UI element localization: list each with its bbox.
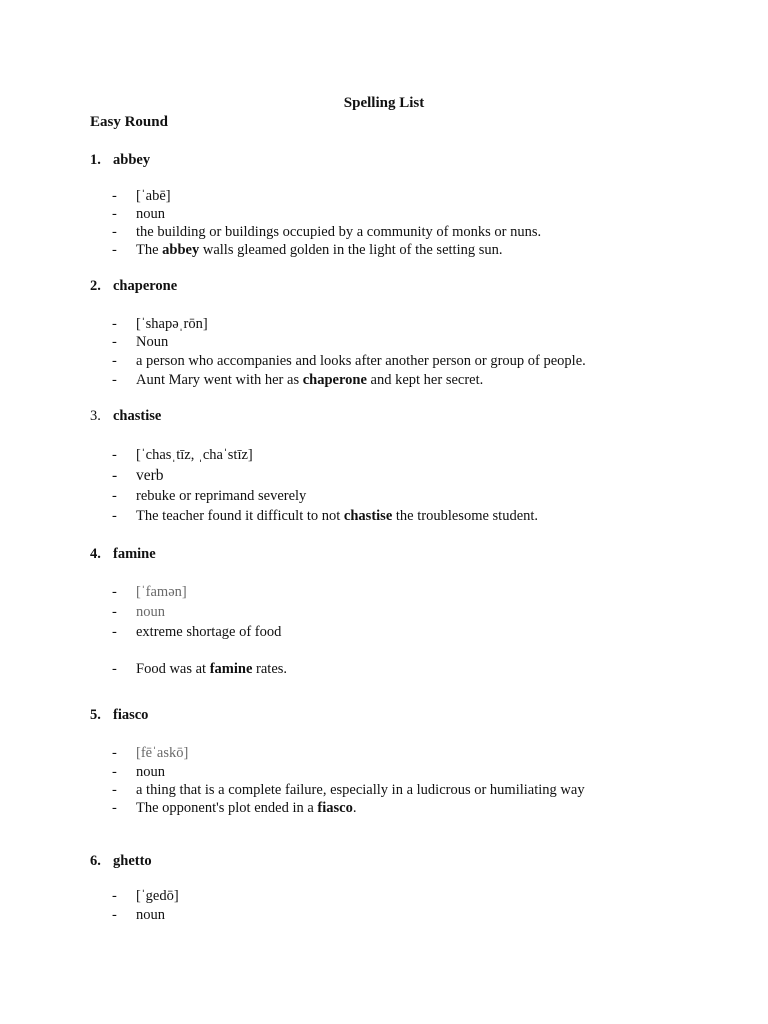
- bullet-dash: -: [112, 764, 117, 780]
- entry-word: fiasco: [113, 707, 149, 723]
- example-keyword: chaperone: [302, 372, 367, 388]
- example-keyword: chastise: [343, 508, 393, 524]
- definition-line: [112, 781, 585, 799]
- example-text-after: walls gleamed golden in the light of the setting sun.: [199, 242, 503, 258]
- entry-heading: [90, 852, 152, 870]
- bullet-dash: -: [112, 224, 117, 240]
- bullet-dash: -: [112, 907, 117, 923]
- bullet-dash: -: [112, 488, 117, 504]
- definition-line: [112, 623, 281, 641]
- entry-word: chaperone: [113, 278, 178, 294]
- entry-number: 4.: [90, 546, 101, 562]
- example-text-before: The: [136, 242, 163, 258]
- bullet-dash: -: [112, 508, 117, 524]
- bullet-dash: -: [112, 316, 117, 332]
- bullet-dash: -: [112, 334, 117, 350]
- part-of-speech-text: noun: [136, 604, 165, 620]
- pronunciation-line: [112, 583, 187, 601]
- part-of-speech-line: [112, 205, 165, 223]
- part-of-speech-text: verb: [136, 467, 164, 484]
- part-of-speech-line: [112, 603, 165, 621]
- pronunciation-text: [ˈchasˌtīz, ˌchaˈstīz]: [136, 447, 253, 463]
- pronunciation-line: [112, 187, 171, 205]
- entry-number: 1.: [90, 152, 101, 168]
- example-keyword: abbey: [162, 242, 200, 258]
- example-line: [112, 507, 538, 525]
- definition-text: a person who accompanies and looks after another person or group of people.: [136, 353, 586, 369]
- definition-line: [112, 487, 306, 505]
- pronunciation-text: [fēˈaskō]: [136, 745, 189, 761]
- part-of-speech-line: [112, 333, 168, 351]
- part-of-speech-text: Noun: [136, 334, 169, 350]
- entry-heading: [90, 277, 177, 295]
- bullet-dash: -: [112, 188, 117, 204]
- part-of-speech-text: noun: [136, 206, 165, 222]
- pronunciation-line: [112, 446, 253, 464]
- pronunciation-text: [ˈfamən]: [136, 584, 187, 600]
- pronunciation-text: [ˈabē]: [136, 188, 171, 204]
- entry-number: 5.: [90, 707, 101, 723]
- entry-word: chastise: [113, 408, 162, 424]
- bullet-dash: -: [112, 624, 117, 640]
- entry-heading: [90, 706, 148, 724]
- entry-word: famine: [113, 546, 156, 562]
- bullet-dash: -: [112, 800, 117, 816]
- bullet-dash: -: [112, 353, 117, 369]
- part-of-speech-text: noun: [136, 764, 165, 780]
- definition-text: extreme shortage of food: [136, 624, 282, 640]
- part-of-speech-text: noun: [136, 907, 165, 923]
- round-heading: Easy Round: [90, 114, 168, 130]
- example-line: [112, 371, 483, 389]
- bullet-dash: -: [112, 604, 117, 620]
- bullet-dash: -: [112, 447, 117, 463]
- pronunciation-text: [ˈgedō]: [136, 888, 179, 904]
- entry-word: abbey: [113, 152, 151, 168]
- bullet-dash: -: [112, 782, 117, 798]
- entry-heading: [90, 545, 156, 563]
- example-keyword: fiasco: [317, 800, 353, 816]
- example-text-before: Food was at: [136, 661, 210, 677]
- part-of-speech-line: [112, 763, 165, 781]
- definition-line: [112, 223, 541, 241]
- example-text-before: Aunt Mary went with her as: [136, 372, 303, 388]
- example-line: [112, 241, 503, 259]
- example-line: [112, 799, 356, 817]
- entry-number: 6.: [90, 853, 101, 869]
- pronunciation-line: [112, 887, 179, 905]
- example-text-before: The teacher found it difficult to not: [136, 508, 344, 524]
- part-of-speech-line: [112, 467, 164, 485]
- pronunciation-line: [112, 315, 208, 333]
- entry-word: ghetto: [113, 853, 152, 869]
- pronunciation-line: [112, 744, 188, 762]
- definition-text: the building or buildings occupied by a community of monks or nuns.: [136, 224, 542, 240]
- bullet-dash: -: [112, 206, 117, 222]
- example-text-after: .: [352, 800, 357, 816]
- example-text-after: rates.: [252, 661, 288, 677]
- bullet-dash: -: [112, 745, 117, 761]
- example-line: [112, 660, 287, 678]
- pronunciation-text: [ˈshapəˌrōn]: [136, 316, 208, 332]
- bullet-dash: -: [112, 372, 117, 388]
- bullet-dash: -: [112, 467, 118, 484]
- entry-number: 2.: [90, 278, 101, 294]
- example-text-after: the troublesome student.: [392, 508, 539, 524]
- entry-heading: [90, 151, 150, 169]
- bullet-dash: -: [112, 661, 117, 677]
- example-keyword: famine: [209, 661, 253, 677]
- part-of-speech-line: [112, 906, 165, 924]
- definition-text: a thing that is a complete failure, especially in a ludicrous or humiliating way: [136, 782, 585, 798]
- bullet-dash: -: [112, 242, 117, 258]
- bullet-dash: -: [112, 888, 117, 904]
- bullet-dash: -: [112, 584, 117, 600]
- definition-line: [112, 352, 586, 370]
- example-text-after: and kept her secret.: [366, 372, 484, 388]
- example-text-before: The opponent's plot ended in a: [136, 800, 318, 816]
- page-title: Spelling List: [343, 95, 425, 111]
- entry-heading: [90, 407, 161, 425]
- entry-number: 3.: [90, 408, 101, 424]
- definition-text: rebuke or reprimand severely: [136, 488, 307, 504]
